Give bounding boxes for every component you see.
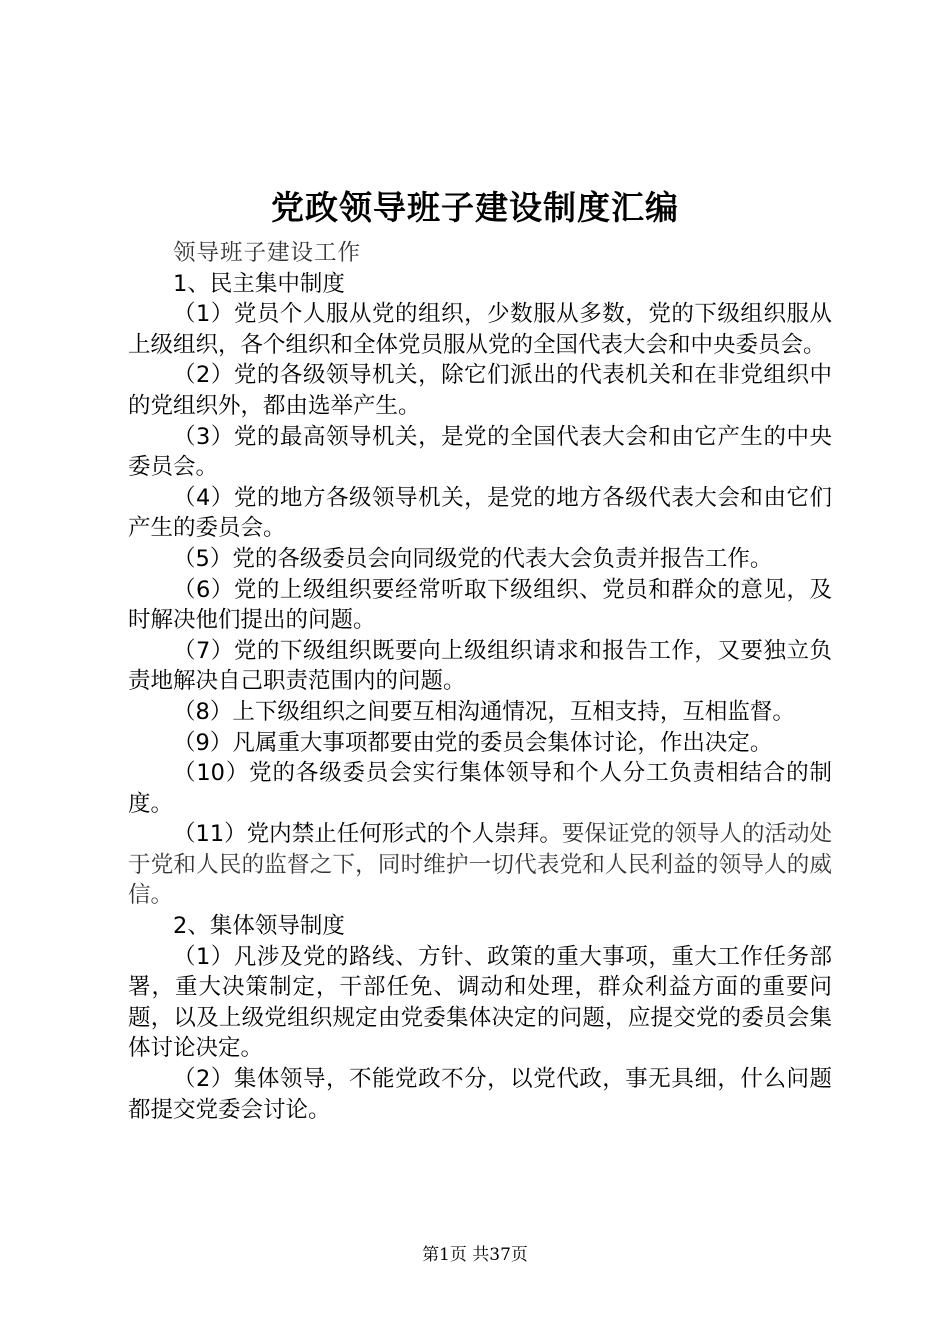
page-number-footer: 第1页 共37页 xyxy=(422,1245,528,1265)
paragraph: （7）党的下级组织既要向上级组织请求和报告工作，又要独立负责地解决自己职责范围内的问题。 xyxy=(128,637,832,695)
paragraph: （4）党的地方各级领导机关，是党的地方各级代表大会和由它们产生的委员会。 xyxy=(128,484,832,542)
paragraph: （10）党的各级委员会实行集体领导和个人分工负责相结合的制度。 xyxy=(128,760,832,817)
section-heading-1: 1、民主集中制度 xyxy=(173,270,345,297)
paragraph: （1）党员个人服从党的组织，少数服从多数，党的下级组织服从上级组织，各个组织和全体党员服从党的全国代表大会和中央委员会。 xyxy=(128,301,832,358)
paragraph-item-11 xyxy=(128,819,832,911)
document-title: 党政领导班子建设制度汇编 xyxy=(271,188,679,227)
document-body xyxy=(128,238,832,1125)
paragraph: （2）党的各级领导机关，除它们派出的代表机关和在非党组织中的党组织外，都由选举产生。 xyxy=(128,362,832,419)
paragraph: （5）党的各级委员会向同级党的代表大会负责并报告工作。 xyxy=(173,545,773,572)
paragraph-item-11-note: 要保证党的领导人的活动处于党和人民的监督之下，同时维护一切代表党和人民利益的领导人的威信。 xyxy=(128,821,832,909)
paragraph-item-11-main: （11）党内禁止任何形式的个人崇拜。 xyxy=(173,821,562,848)
paragraph: （8）上下级组织之间要互相沟通情况，互相支持，互相监督。 xyxy=(173,698,795,725)
paragraph: （9）凡属重大事项都要由党的委员会集体讨论，作出决定。 xyxy=(173,729,773,756)
paragraph: （2）集体领导，不能党政不分，以党代政，事无具细，什么问题都提交党委会讨论。 xyxy=(128,1066,832,1123)
paragraph: （1）凡涉及党的路线、方针、政策的重大事项，重大工作任务部署，重大决策制定，干部任免、调动和处理，群众利益方面的重要问题，以及上级党组织规定由党委集体决定的问题，应提交党的委员会集体讨论决定。 xyxy=(128,943,832,1062)
paragraph: （3）党的最高领导机关，是党的全国代表大会和由它产生的中央委员会。 xyxy=(128,423,832,481)
section-heading-2: 2、集体领导制度 xyxy=(173,913,345,940)
paragraph: （6）党的上级组织要经常听取下级组织、党员和群众的意见，及时解决他们提出的问题。 xyxy=(128,576,832,634)
subtitle: 领导班子建设工作 xyxy=(173,240,362,266)
